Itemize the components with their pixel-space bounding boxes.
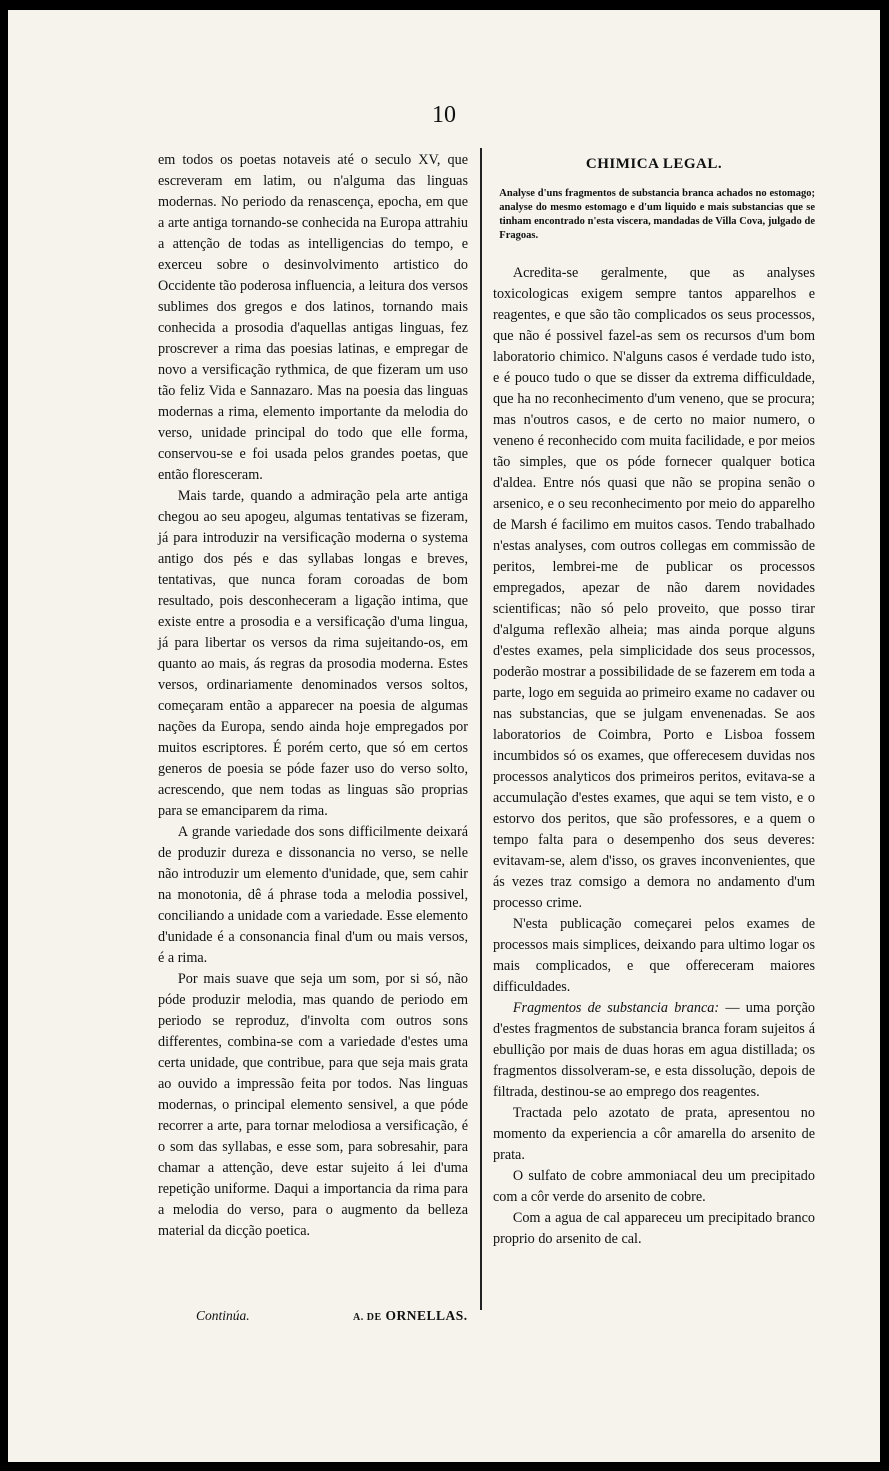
newspaper-page bbox=[8, 10, 880, 1462]
fragment-text: — uma porção d'estes fragmentos de substancia branca foram sujeitos á ebullição por mais de duas horas em agua distillada; os fragmentos dissolveram-se, e esta dissolução, depois de filtrada, destinou-se ao emprego dos reagentes. bbox=[493, 1000, 815, 1100]
fragment-label: Fragmentos de substancia branca: bbox=[512, 1000, 720, 1016]
right-column bbox=[493, 150, 815, 1250]
author-initial: A. DE bbox=[353, 1312, 382, 1323]
right-paragraph-2: N'esta publicação começarei pelos exames de processos mais simplices, deixando para ultimo logar os mais complicados, e que offereceram maiores difficuldades. bbox=[493, 916, 815, 995]
test-paragraph-1: Tractada pelo azotato de prata, apresentou no momento da experiencia a côr amarella do arsenito de prata. bbox=[493, 1105, 815, 1163]
left-paragraph-2: Mais tarde, quando a admiração pela arte antiga chegou ao seu apogeu, algumas tentativas se fizeram, já para introduzir na versificação moderna o systema antigo dos pés e das syllabas longas e breves, tentativas, que nunca foram coroadas de bom resultado, pois desconheceram a ligação intima, que existe entre a prosodia e a versificação d'uma lingua, já para libertar os versos da rima sujeitando-os, em quanto ao mais, ás regras da prosodia moderna. Estes versos, ordinariamente denominados versos soltos, começaram então a apparecer na poesia de algumas nações da Europa, sendo ainda hoje empregados por muitos escriptores. É porém certo, que só em certos generos de poesia se póde fazer uso do verso solto, acrescendo, que nem todas as linguas são proprias para se emanciparem da rima. bbox=[158, 488, 468, 819]
column-divider bbox=[480, 148, 482, 1310]
test-paragraph-3: Com a agua de cal appareceu um precipitado branco proprio do arsenito de cal. bbox=[493, 1210, 815, 1247]
test-paragraph-2: O sulfato de cobre ammoniacal deu um precipitado com a côr verde do arsenito de cobre. bbox=[493, 1168, 815, 1205]
section-title: CHIMICA LEGAL. bbox=[585, 156, 723, 172]
page-number: 10 bbox=[432, 102, 456, 128]
fragment-paragraph bbox=[493, 998, 815, 1103]
left-paragraph-4: Por mais suave que seja um som, por si só, não póde produzir melodia, mas quando de periodo em periodo se reproduz, d'involta com outros sons differentes, combina-se com a variedade d'estes uma certa unidade, que contribue, para que seja mais grata ao ouvido a impressão feita por todos. Nas linguas modernas, o principal elemento sensivel, a que póde recorrer a arte, para tornar melodiosa a versificação, é o som das syllabas, e esse som, para sobresahir, para chamar a attenção, deve estar sujeito á lei d'uma repetição uniforme. Daqui a importancia da rima para a melodia do verso, para o augmento da belleza material da dicção poetica. bbox=[158, 971, 468, 1239]
author-signature bbox=[353, 1308, 468, 1324]
article-summary: Analyse d'uns fragmentos de substancia branca achados no estomago; analyse do mesmo estomago e d'um liquido e mais substancias que se tinham encontrado n'esta viscera, mandadas de Villa Cova, julgado de Fragoas. bbox=[499, 188, 815, 241]
right-paragraph-1: Acredita-se geralmente, que as analyses toxicologicas exigem sempre tantos apparelhos e reagentes, e que são tão complicados os seus processos, que não é possivel fazel-as sem os recursos d'um bom laboratorio chimico. N'alguns casos é verdade tudo isto, e é pouco tudo o que se disser da extrema difficuldade, que ha no reconhecimento d'um veneno, que se procura; mas n'outros casos, e de certo no maior numero, o veneno é reconhecido com muita facilidade, e por meios tão simples, que os póde fornecer qualquer botica d'aldea. Entre nós quasi que não se propina senão o arsenico, e o seu reconhecimento por meio do apparelho de Marsh é facilimo em muitos casos. Tendo trabalhado n'estas analyses, com outros collegas em commissão de peritos, lembrei-me de publicar os processos empregados, apezar de não darem novidades scientificas; não só pelo proveito, que posso tirar d'alguma reflexão alheia; mas ainda porque alguns d'estes exames, pela simplicidade dos seus processos, poderão mostrar a possibilidade de se fazerem em toda a parte, logo em seguida ao primeiro exame no cadaver ou nas substancias, que se julgam envenenadas. Se aos laboratorios de Coimbra, Porto e Lisboa fossem incumbidos só os exames, que offerecesem duvidas nos processos analyticos dos primeiros peritos, evitava-se a accumulação d'estes exames, que aqui se tem visto, e o estorvo dos peritos, que são professores, e a quem o tempo falta para o desempenho dos seus deveres: evitavam-se, alem d'isso, os graves inconvenientes, que ás vezes traz comsigo a demora no andamento d'um processo crime. bbox=[493, 265, 815, 911]
left-paragraph-1: em todos os poetas notaveis até o seculo XV, que escreveram em latim, ou n'alguma das linguas modernas. No periodo da renascença, epocha, em que a arte antiga tornando-se conhecida na Europa attrahiu a attenção de todas as intelligencias do tempo, e exerceu sobre o desinvolvimento artistico do Occidente tão poderosa influencia, a leitura dos versos sublimes dos gregos e dos latinos, tornando mais conhecida a prosodia d'aquellas antigas linguas, fez proscrever a rima das poesias latinas, e empregar de novo a versificação rythmica, de que fizeram um uso tão feliz Vida e Sannazaro. Mas na poesia das linguas modernas a rima, elemento importante da melodia do verso, unidade principal do todo que elle forma, conservou-se e foi usada pelos grandes poetas, que então floresceram. bbox=[158, 152, 468, 483]
left-column bbox=[158, 150, 468, 1242]
continua-note: Continúa. bbox=[196, 1308, 250, 1323]
left-paragraph-3: A grande variedade dos sons difficilmente deixará de produzir dureza e dissonancia no verso, se nelle não introduzir um elemento d'unidade, que, sem cahir na monotonia, dê á phrase toda a melodia possivel, conciliando a unidade com a variedade. Esse elemento d'unidade é a consonancia final d'um ou mais versos, é a rima. bbox=[158, 824, 468, 966]
author-name: ORNELLAS. bbox=[385, 1308, 468, 1323]
